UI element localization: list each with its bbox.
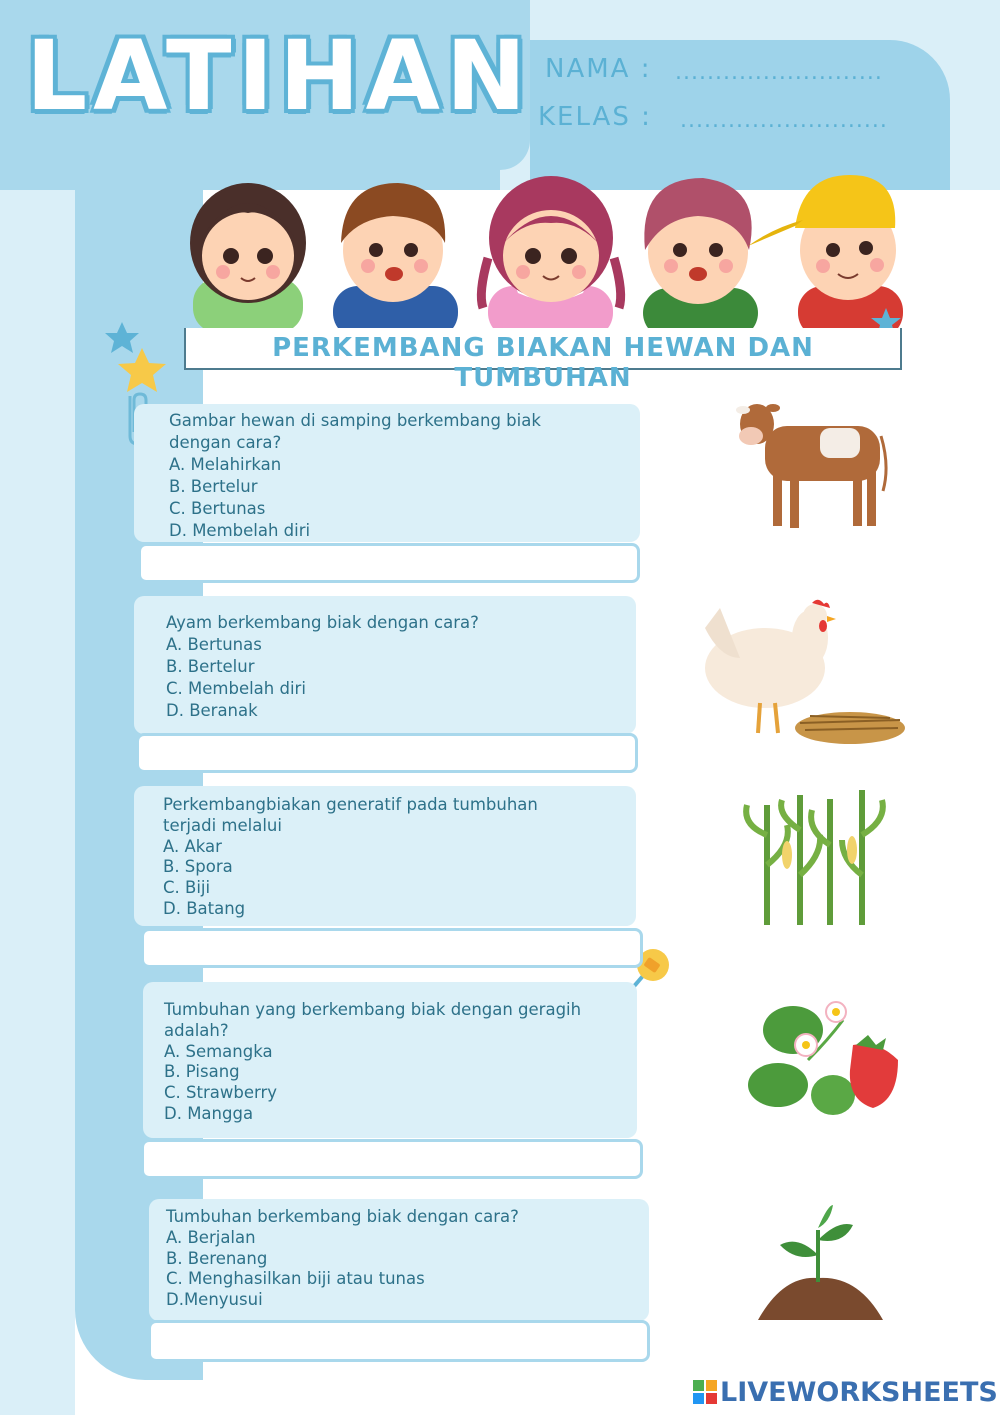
question-4-option-c: C. Strawberry (164, 1083, 278, 1103)
question-5-option-c: C. Menghasilkan biji atau tunas (166, 1269, 425, 1289)
yellow-star-icon (118, 348, 166, 392)
question-1-line: dengan cara? (169, 433, 282, 452)
question-3-option-b: B. Spora (163, 857, 233, 877)
question-1-option-b: B. Bertelur (169, 477, 258, 496)
kelas-label: KELAS : (538, 102, 652, 132)
question-3-option-a: A. Akar (163, 836, 222, 856)
child-3 (481, 176, 620, 338)
child-2 (333, 183, 458, 338)
question-5-option-a: A. Berjalan (166, 1227, 256, 1247)
question-5-option-b: B. Berenang (166, 1248, 268, 1268)
question-2-text (166, 612, 479, 722)
strawberry-plant-image (748, 990, 908, 1122)
question-4-option-b: B. Pisang (164, 1062, 240, 1082)
small-blue-star-icon (105, 322, 139, 353)
question-4-line: adalah? (164, 1020, 229, 1040)
question-3-line: terjadi melalui (163, 815, 282, 835)
header-strip (530, 0, 1000, 40)
question-5-line: Tumbuhan berkembang biak dengan cara? (166, 1207, 519, 1226)
question-2-line: Ayam berkembang biak dengan cara? (166, 613, 479, 632)
question-1-option-a: A. Melahirkan (169, 455, 282, 474)
question-2-option-b: B. Bertelur (166, 657, 255, 676)
left-margin-background (0, 0, 75, 1415)
question-3-option-d: D. Batang (163, 898, 246, 918)
answer-input-5[interactable] (148, 1320, 650, 1362)
corn-plants-image (742, 785, 892, 927)
child-1 (190, 183, 306, 333)
question-2-option-c: C. Membelah diri (166, 679, 306, 698)
child-4 (643, 178, 758, 338)
hen-with-nest-image (700, 598, 905, 748)
question-2-option-d: D. Beranak (166, 701, 258, 720)
nama-label: NAMA : (545, 54, 652, 84)
answer-input-3[interactable] (141, 928, 643, 968)
question-4-option-d: D. Mangga (164, 1103, 254, 1123)
liveworksheets-brand[interactable]: LIVEWORKSHEETS (720, 1377, 998, 1408)
question-5-text (166, 1207, 519, 1311)
question-4-option-a: A. Semangka (164, 1041, 273, 1061)
question-4-line: Tumbuhan yang berkembang biak dengan geragih (164, 1000, 582, 1019)
answer-input-4[interactable] (141, 1139, 643, 1179)
question-1-text (169, 410, 541, 542)
question-3-text (163, 795, 538, 920)
kelas-field[interactable]: .......................... (680, 108, 888, 133)
question-1-option-c: C. Bertunas (169, 499, 266, 518)
nama-field[interactable]: .......................... (675, 60, 883, 85)
cow-image (735, 396, 890, 536)
banner-title: PERKEMBANG BIAKAN HEWAN DAN TUMBUHAN (272, 333, 814, 393)
question-5-option-d: D.Menyusui (166, 1290, 263, 1310)
child-5 (748, 175, 903, 338)
question-4-text (164, 1000, 581, 1125)
answer-input-2[interactable] (136, 733, 638, 773)
question-1-option-d: D. Membelah diri (169, 521, 311, 540)
question-3-line: Perkembangbiakan generatif pada tumbuhan (163, 795, 538, 814)
children-illustration (183, 168, 908, 338)
question-1-line: Gambar hewan di samping berkembang biak (169, 411, 541, 430)
question-2-option-a: A. Bertunas (166, 635, 262, 654)
page-title: LATIHAN (26, 20, 533, 132)
question-3-option-c: C. Biji (163, 878, 211, 898)
sprout-in-soil-image (758, 1200, 883, 1328)
answer-input-1[interactable] (138, 543, 640, 583)
liveworksheets-logo-icon (693, 1380, 717, 1404)
